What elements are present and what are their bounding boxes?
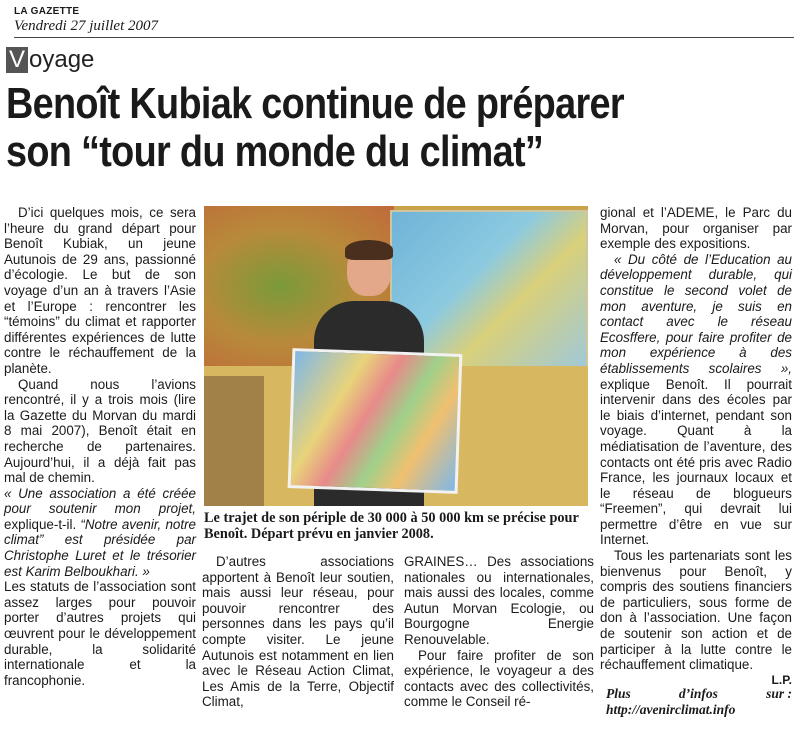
quote-association: « Une association a été créée pour soutenir mon projet, bbox=[4, 485, 196, 517]
held-world-map bbox=[288, 348, 463, 494]
headline bbox=[6, 80, 797, 176]
more-info-plus: Plus bbox=[606, 686, 631, 701]
more-info bbox=[606, 686, 792, 718]
author-signature: L.P. bbox=[771, 672, 792, 687]
article-photo bbox=[204, 206, 588, 506]
col4-paragraph-3: Tous les partenariats sont les bienvenus pour Benoît, y compris des soutiens financiers de particuliers, sous forme de don à l’association. Une façon de soutenir son action et de participer à la lutte contre le réchauffement climatique. bbox=[600, 548, 792, 673]
more-info-infos: d’infos bbox=[678, 686, 718, 701]
col4-paragraph-2 bbox=[600, 252, 792, 548]
col1-paragraph-2: Quand nous l’avions rencontré, il y a trois mois (lire la Gazette du Morvan du mardi 8 mai 2007), Benoît était en recherche de partenaires. Aujourd’hui, il a déjà fait pas mal de chemin. bbox=[4, 376, 196, 486]
section-rest: oyage bbox=[29, 46, 95, 73]
col3-paragraph-2: Pour faire profiter de son expérience, le voyageur a des contacts avec des collectivités, comme le Conseil ré- bbox=[404, 647, 594, 710]
column-3 bbox=[404, 554, 594, 710]
section-initial: V bbox=[6, 47, 28, 73]
more-info-sur: sur : bbox=[766, 686, 792, 701]
col2-paragraph-1: D’autres associations apportent à Benoît leur soutien, mais aussi leur réseau, pour pouvoir rencontrer des personnes dans les pays qu’il compte visiter. Le jeune Autunois est notamment en lien avec le Réseau Action Climat, Les Amis de la Terre, Objectif Climat, bbox=[202, 554, 394, 710]
col1-paragraph-4: Les statuts de l’association sont assez larges pour pouvoir porter d’autres projets qui œuvrent pour le développement durable, la solidarité internationale et la francophonie. bbox=[4, 579, 196, 688]
headline-line-2: son “tour du monde du climat” bbox=[6, 127, 544, 176]
headline-line-1: Benoît Kubiak continue de préparer bbox=[6, 79, 624, 128]
masthead-rule bbox=[14, 37, 794, 38]
col3-paragraph-1: GRAINES… Des associations nationales ou internationales, mais aussi des locales, comme Autun Morvan Ecologie, ou Bourgogne Energie Renouvelable. bbox=[404, 554, 594, 647]
col4-paragraph-1: gional et l’ADEME, le Parc du Morvan, pour organiser par exemple des expositions. bbox=[600, 205, 792, 252]
col1-paragraph-3 bbox=[4, 486, 196, 580]
column-4 bbox=[600, 205, 792, 688]
issue-date: Vendredi 27 juillet 2007 bbox=[14, 18, 159, 34]
col1-paragraph-1: D’ici quelques mois, ce sera l’heure du grand départ pour Benoît Kubiak, un jeune Autunois de 29 ans, passionné d’écologie. Le but de son voyage d’un an à travers l’Asie et l’Europe : rencontrer les “témoins” du climat et rapporter différentes expériences de lutte contre le réchauffement de la planète. bbox=[4, 205, 196, 376]
chair bbox=[204, 376, 264, 506]
quote-president: “Notre avenir, notre climat” est présidée par Christophe Luret et le trésorier est Karim Belboukhari. » bbox=[4, 516, 196, 579]
col4-continuation: explique Benoît. Il pourrait intervenir dans des écoles par le biais d’internet, pendant son voyage. Quant à la médiatisation de l’aventure, des contacts ont été pris avec Radio France, les journaux locaux et le réseau de blogueurs “Freemen”, qui devrait lui permettre d’être en vue sur Internet. bbox=[600, 376, 792, 548]
more-info-url: http://avenirclimat.info bbox=[606, 702, 736, 717]
column-2 bbox=[202, 554, 394, 710]
photo-caption: Le trajet de son périple de 30 000 à 50 000 km se précise pour Benoît. Départ prévu en janvier 2008. bbox=[204, 510, 579, 542]
col1-attribution: explique-t-il. bbox=[4, 516, 81, 532]
quote-education: « Du côté de l’Education au développement durable, qui constitue le second volet de mon aventure, je suis en contact avec le réseau Ecosffere, pour faire profiter de mon expérience à des établissements scolaires », bbox=[600, 251, 792, 376]
person-hair bbox=[345, 240, 393, 260]
section-label bbox=[6, 45, 94, 75]
column-1 bbox=[4, 205, 196, 688]
masthead bbox=[14, 6, 794, 40]
newspaper-name: LA GAZETTE bbox=[14, 6, 80, 17]
